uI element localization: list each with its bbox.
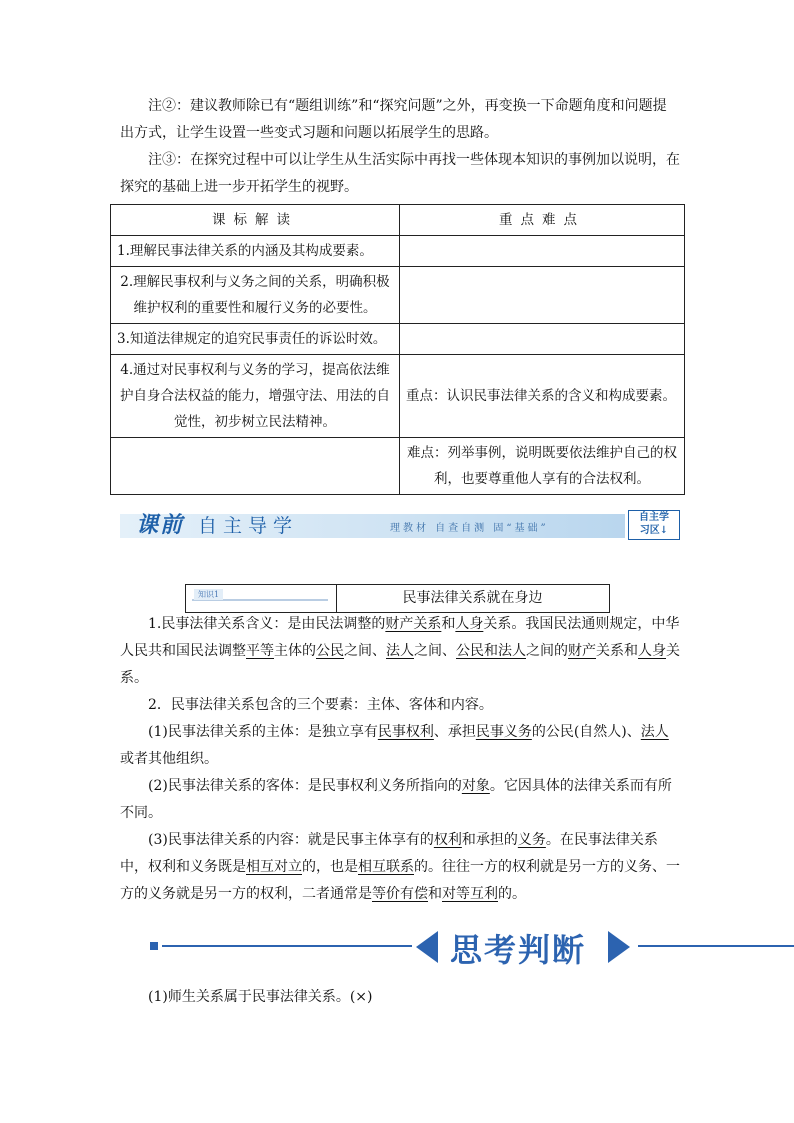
banner-title-a: 课前	[136, 512, 185, 538]
banner-title-b: 自主导学	[198, 515, 299, 537]
paragraph-object: (2)民事法律关系的客体：是民事权利义务所指向的对象。它因具体的法律关系而有所不同。	[120, 778, 672, 821]
table-row: 3.知道法律规定的追究民事责任的诉讼时效。	[111, 324, 400, 355]
arrow-right-icon	[608, 931, 630, 963]
thinking-title: 思考判断	[450, 931, 587, 969]
note-2: 注②：建议教师除已有“题组训练”和“探究问题”之外，再变换一下命题角度和问题提出方式，让学生设置一些变式习题和问题以拓展学生的思路。	[120, 98, 667, 141]
table-row: 2.理解民事权利与义务之间的关系，明确积极维护权利的重要性和履行义务的必要性。	[111, 267, 400, 324]
knowledge-section-box	[185, 584, 610, 613]
difficulty-point: 难点：列举事例，说明既要依法维护自己的权利，也要尊重他人享有的合法权利。	[400, 438, 685, 495]
paragraph-elements: 2．民事法律关系包含的三个要素：主体、客体和内容。	[148, 697, 493, 713]
thinking-header	[150, 925, 794, 969]
curriculum-table	[110, 204, 685, 495]
header-curriculum: 课标解读	[111, 205, 400, 236]
banner-subtitle: 理教材 自查自测 固“基础”	[390, 523, 549, 534]
square-icon	[150, 942, 158, 950]
paragraph-content: (3)民事法律关系的内容：就是民事主体享有的权利和承担的义务。在民事法律关系中，权利和义务既是相互对立的，也是相互联系的。往往一方的权利就是另一方的义务、一方的义务就是另一方的权利，二者通常是等价有偿和对等互利的。	[120, 832, 680, 902]
table-row: 4.通过对民事权利与义务的学习，提高依法维护自身合法权益的能力，增强守法、用法的自觉性，初步树立民法精神。	[111, 355, 400, 438]
header-keypoints: 重点难点	[400, 205, 685, 236]
section-banner	[120, 508, 680, 538]
paragraph-subject: (1)民事法律关系的主体：是独立享有民事权利、承担民事义务的公民(自然人)、法人或者其他组织。	[120, 724, 669, 767]
key-point: 重点：认识民事法律关系的含义和构成要素。	[400, 355, 685, 438]
self-study-badge: 自主学 习区↓	[628, 510, 680, 540]
judge-item-1: (1)师生关系属于民事法律关系。(×)	[148, 989, 373, 1005]
paragraph-definition: 1.民事法律关系含义：是由民法调整的财产关系和人身关系。我国民法通则规定，中华人民共和国民法调整平等主体的公民之间、法人之间、公民和法人之间的财产关系和人身关系。	[120, 616, 680, 686]
table-row: 1.理解民事法律关系的内涵及其构成要素。	[111, 236, 400, 267]
arrow-left-icon	[416, 931, 438, 963]
note-3: 注③：在探究过程中可以让学生从生活实际中再找一些体现本知识的事例加以说明，在探究的基础上进一步开拓学生的视野。	[120, 152, 680, 195]
knowledge-tag: 知识1	[186, 585, 337, 612]
section-title: 民事法律关系就在身边	[402, 590, 543, 606]
